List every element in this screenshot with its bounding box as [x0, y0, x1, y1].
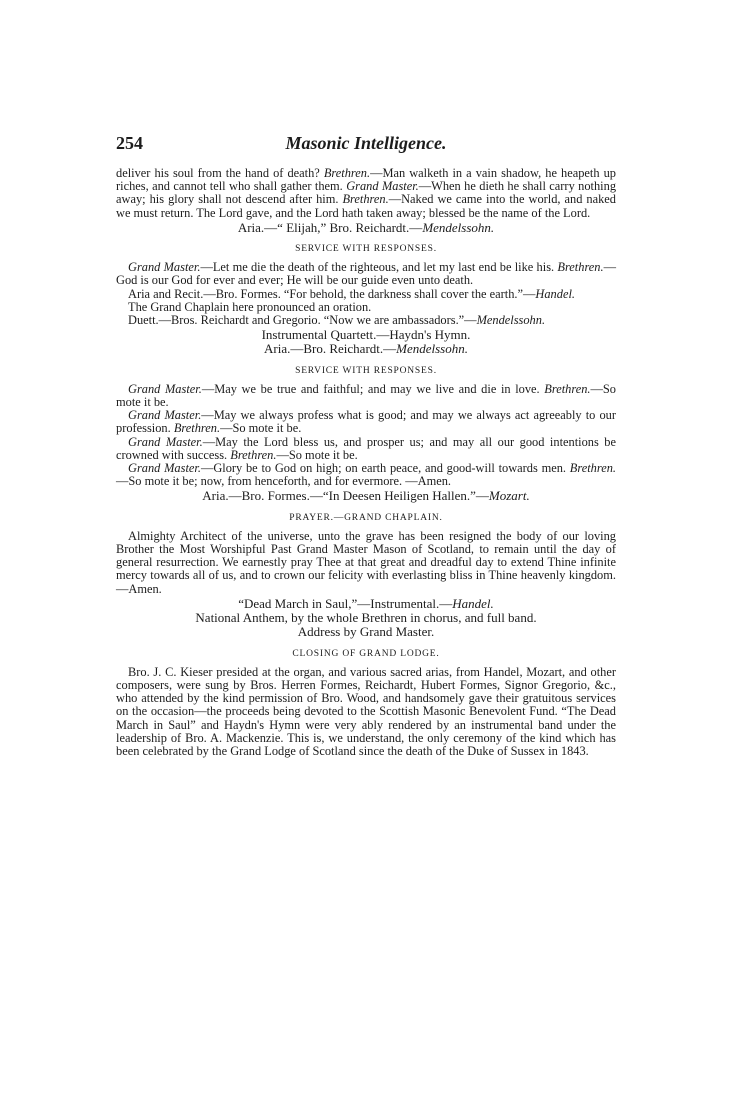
aria-formes: Aria.—Bro. Formes.—“In Deesen Heiligen Hallen.”—Mozart.: [202, 488, 530, 504]
address-grand-master: Address by Grand Master.: [297, 624, 435, 640]
aria-elijah: Aria.—“ Elijah,” Bro. Reichardt.—Mendelssohn.: [237, 219, 495, 235]
page-header: [116, 133, 616, 159]
paragraph-responses-death: deliver his soul from the hand of death? Brethren.—Man walketh in a vain shadow, he heapeth up riches, and cannot tell who shall gather them. Grand Master.—When he dieth he shall carry nothing away; his glory shall not descend after him. Brethren.—Naked we came into the world, and naked we must return. The Lord gave, and the Lord hath taken away; blessed be the name of the Lord.: [116, 166, 617, 220]
section-heading-service-1: SERVICE WITH RESPONSES.: [295, 244, 437, 255]
aria-reichardt: Aria.—Bro. Reichardt.—Mendelssohn.: [264, 341, 468, 357]
paragraph-glory: Grand Master.—Glory be to God on high; on earth peace, and good-will towards men. Brethren.—So mote it be; now, from henceforth, and for evermore. —Amen.: [116, 461, 616, 489]
running-title: Masonic Intelligence.: [285, 133, 447, 153]
page-number: 254: [116, 133, 143, 153]
section-heading-prayer: PRAYER.—GRAND CHAPLAIN.: [289, 512, 443, 523]
paragraph-faithful: Grand Master.—May we be true and faithful; and may we live and die in love. Brethren.—So mote it be.: [116, 381, 616, 410]
dead-march: “Dead March in Saul,”—Instrumental.—Handel.: [238, 595, 494, 611]
paragraph-bless: Grand Master.—May the Lord bless us, and prosper us; and may all our good intentions be crowned with success. Brethren.—So mote it be.: [116, 434, 617, 462]
paragraph-closing: Bro. J. C. Kieser presided at the organ, and various sacred arias, from Handel, Mozart, and other composers, were sung by Bros. Herren Formes, Reichardt, Hubert Formes, Signor Gregorio, &c., who attended by the kind permission of Bro. Wood, and handsomely gave their gratuitous services on the occasion—the proceeds being devoted to the Scottish Masonic Benevolent Fund. “The Dead March in Saul” and Haydn's Hymn were very ably rendered by an instrumental band under the leadership of Bro. A. Mackenzie. This is, we understand, the only ceremony of the kind which has been celebrated by the Grand Lodge of Scotland since the death of the Duke of Sussex in 1843.: [116, 664, 616, 758]
page-content: [116, 133, 617, 758]
national-anthem: National Anthem, by the whole Brethren in chorus, and full band.: [195, 610, 537, 626]
paragraph-aria-recit: Aria and Recit.—Bro. Formes. “For behold, the darkness shall cover the earth.”—Handel.: [128, 286, 575, 301]
section-heading-closing: CLOSING OF GRAND LODGE.: [292, 648, 440, 659]
paragraph-prayer: Almighty Architect of the universe, unto the grave has been resigned the body of our loving Brother the Most Worshipful Past Grand Master Mason of Scotland, to remain until the day of general resurrection. We earnestly pray Thee at that great and dreadful day to extend Thine infinite mercy towards all of us, and to crown our felicity with everlasting bliss in Thine heavenly kingdom.—Amen.: [116, 528, 616, 596]
quartett-haydn: Instrumental Quartett.—Haydn's Hymn.: [261, 327, 471, 343]
paragraph-profess: Grand Master.—May we always profess what is good; and may we always act agreeably to our profession. Brethren.—So mote it be.: [116, 408, 616, 436]
section-heading-service-2: SERVICE WITH RESPONSES.: [295, 365, 437, 376]
paragraph-righteous: Grand Master.—Let me die the death of the righteous, and let my last end be like his. Brethren.—God is our God for ever and ever; He will be our guide even unto death.: [116, 260, 616, 288]
paragraph-duett: Duett.—Bros. Reichardt and Gregorio. “Now we are ambassadors.”—Mendelssohn.: [128, 313, 546, 328]
paragraph-oration: The Grand Chaplain here pronounced an oration.: [128, 299, 372, 314]
